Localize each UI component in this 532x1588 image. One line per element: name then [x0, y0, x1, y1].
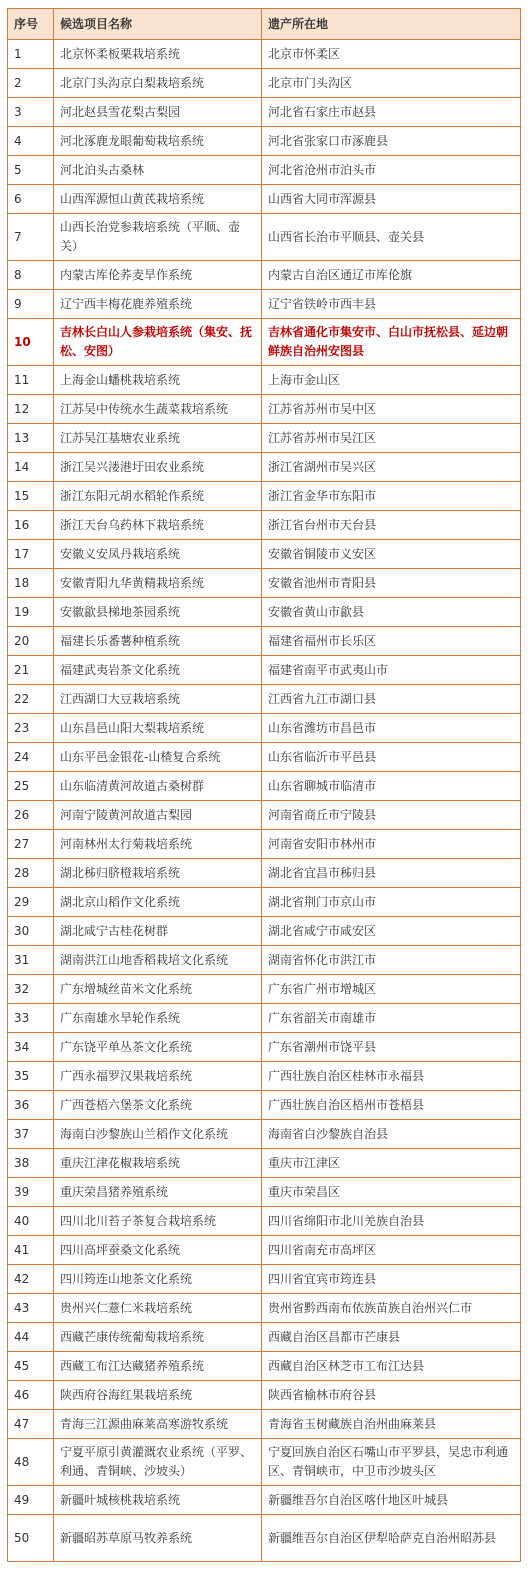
table-body [8, 40, 521, 1562]
cell-no: 21 [8, 656, 54, 685]
table-row [8, 185, 521, 214]
cell-name: 贵州兴仁薏仁米栽培系统 [54, 1294, 262, 1323]
table-row [8, 1265, 521, 1294]
cell-location: 四川省绵阳市北川羌族自治县 [262, 1207, 521, 1236]
cell-no: 12 [8, 395, 54, 424]
cell-location: 重庆市荣昌区 [262, 1178, 521, 1207]
cell-name: 四川筠连山地茶文化系统 [54, 1265, 262, 1294]
cell-name: 北京怀柔板栗栽培系统 [54, 40, 262, 69]
cell-name: 北京门头沟京白梨栽培系统 [54, 69, 262, 98]
cell-no: 20 [8, 627, 54, 656]
cell-name: 浙江东阳元胡水稻轮作系统 [54, 482, 262, 511]
column-header-name: 候选项目名称 [54, 9, 262, 40]
table-row [8, 1515, 521, 1562]
table-row [8, 156, 521, 185]
cell-location: 新疆维吾尔自治区喀什地区叶城县 [262, 1486, 521, 1515]
cell-name: 湖北秭归脐橙栽培系统 [54, 859, 262, 888]
cell-name: 浙江吴兴溇港圩田农业系统 [54, 453, 262, 482]
cell-no: 33 [8, 1004, 54, 1033]
cell-no: 39 [8, 1178, 54, 1207]
cell-location: 安徽省铜陵市义安区 [262, 540, 521, 569]
cell-name: 西藏芒康传统葡萄栽培系统 [54, 1323, 262, 1352]
cell-name: 湖南洪江山地香稻栽培文化系统 [54, 946, 262, 975]
cell-name: 安徽青阳九华黄精栽培系统 [54, 569, 262, 598]
cell-no: 49 [8, 1486, 54, 1515]
cell-name: 海南白沙黎族山兰稻作文化系统 [54, 1120, 262, 1149]
cell-location: 北京市门头沟区 [262, 69, 521, 98]
cell-no: 44 [8, 1323, 54, 1352]
cell-no: 30 [8, 917, 54, 946]
cell-location: 湖北省宜昌市秭归县 [262, 859, 521, 888]
cell-name: 广东增城丝苗米文化系统 [54, 975, 262, 1004]
table-row [8, 1091, 521, 1120]
table-row [8, 598, 521, 627]
cell-name: 四川高坪蚕桑文化系统 [54, 1236, 262, 1265]
cell-name: 安徽义安凤丹栽培系统 [54, 540, 262, 569]
table-row [8, 319, 521, 366]
cell-no: 3 [8, 98, 54, 127]
cell-name: 山东临清黄河故道古桑树群 [54, 772, 262, 801]
table-row [8, 69, 521, 98]
cell-name: 新疆叶城核桃栽培系统 [54, 1486, 262, 1515]
cell-no: 14 [8, 453, 54, 482]
cell-location: 广西壮族自治区梧州市苍梧县 [262, 1091, 521, 1120]
cell-location: 宁夏回族自治区石嘴山市平罗县，吴忠市利通区、青铜峡市，中卫市沙坡头区 [262, 1439, 521, 1486]
table-row [8, 743, 521, 772]
table-row [8, 1033, 521, 1062]
cell-name: 新疆昭苏草原马牧养系统 [54, 1515, 262, 1562]
cell-no: 41 [8, 1236, 54, 1265]
cell-location: 湖北省荆门市京山市 [262, 888, 521, 917]
cell-location: 新疆维吾尔自治区伊犁哈萨克自治州昭苏县 [262, 1515, 521, 1562]
cell-no: 27 [8, 830, 54, 859]
table-row [8, 1207, 521, 1236]
table-row [8, 127, 521, 156]
cell-location: 四川省南充市高坪区 [262, 1236, 521, 1265]
cell-no: 25 [8, 772, 54, 801]
table-row [8, 1004, 521, 1033]
cell-location: 山西省大同市浑源县 [262, 185, 521, 214]
table-row [8, 627, 521, 656]
cell-name: 西藏工布江达藏猪养殖系统 [54, 1352, 262, 1381]
cell-location: 福建省福州市长乐区 [262, 627, 521, 656]
cell-name: 山东平邑金银花-山楂复合系统 [54, 743, 262, 772]
cell-location: 广东省潮州市饶平县 [262, 1033, 521, 1062]
table-row [8, 946, 521, 975]
table-row [8, 261, 521, 290]
table-row [8, 1120, 521, 1149]
cell-location: 安徽省池州市青阳县 [262, 569, 521, 598]
cell-name: 河北赵县雪花梨古梨园 [54, 98, 262, 127]
cell-no: 8 [8, 261, 54, 290]
cell-location: 上海市金山区 [262, 366, 521, 395]
cell-location: 江苏省苏州市吴中区 [262, 395, 521, 424]
cell-location: 江苏省苏州市吴江区 [262, 424, 521, 453]
cell-name: 山东昌邑山阳大梨栽培系统 [54, 714, 262, 743]
cell-no: 48 [8, 1439, 54, 1486]
table-row [8, 40, 521, 69]
cell-no: 47 [8, 1410, 54, 1439]
cell-location: 浙江省湖州市吴兴区 [262, 453, 521, 482]
table-row [8, 1236, 521, 1265]
cell-location: 广东省广州市增城区 [262, 975, 521, 1004]
table-row [8, 540, 521, 569]
table-row [8, 714, 521, 743]
cell-name: 宁夏平原引黄灌溉农业系统（平罗、利通、青铜峡、沙坡头） [54, 1439, 262, 1486]
cell-name: 广西永福罗汉果栽培系统 [54, 1062, 262, 1091]
cell-no: 26 [8, 801, 54, 830]
table-row [8, 511, 521, 540]
cell-name: 重庆江津花椒栽培系统 [54, 1149, 262, 1178]
cell-name: 青海三江源曲麻莱高寒游牧系统 [54, 1410, 262, 1439]
table-row [8, 1381, 521, 1410]
cell-name: 河南林州太行菊栽培系统 [54, 830, 262, 859]
cell-location: 吉林省通化市集安市、白山市抚松县、延边朝鲜族自治州安图县 [262, 319, 521, 366]
table-row [8, 1486, 521, 1515]
cell-name: 江苏吴中传统水生蔬菜栽培系统 [54, 395, 262, 424]
table-row [8, 290, 521, 319]
table-row [8, 214, 521, 261]
cell-location: 湖南省怀化市洪江市 [262, 946, 521, 975]
cell-no: 18 [8, 569, 54, 598]
cell-location: 广西壮族自治区桂林市永福县 [262, 1062, 521, 1091]
cell-no: 50 [8, 1515, 54, 1562]
cell-name: 江苏吴江基塘农业系统 [54, 424, 262, 453]
cell-no: 38 [8, 1149, 54, 1178]
cell-name: 安徽歙县梯地茶园系统 [54, 598, 262, 627]
cell-no: 5 [8, 156, 54, 185]
cell-name: 山西长治党参栽培系统（平顺、壶关） [54, 214, 262, 261]
column-header-location: 遗产所在地 [262, 9, 521, 40]
table-row [8, 1294, 521, 1323]
cell-no: 9 [8, 290, 54, 319]
cell-no: 29 [8, 888, 54, 917]
table-row [8, 772, 521, 801]
cell-location: 江西省九江市湖口县 [262, 685, 521, 714]
cell-location: 山东省潍坊市昌邑市 [262, 714, 521, 743]
table-row [8, 1352, 521, 1381]
cell-no: 35 [8, 1062, 54, 1091]
cell-no: 37 [8, 1120, 54, 1149]
cell-no: 13 [8, 424, 54, 453]
cell-no: 10 [8, 319, 54, 366]
cell-location: 山东省临沂市平邑县 [262, 743, 521, 772]
cell-name: 福建长乐番薯种植系统 [54, 627, 262, 656]
table-row [8, 98, 521, 127]
cell-no: 4 [8, 127, 54, 156]
cell-location: 浙江省台州市天台县 [262, 511, 521, 540]
cell-location: 河北省沧州市泊头市 [262, 156, 521, 185]
table-row [8, 801, 521, 830]
cell-no: 2 [8, 69, 54, 98]
table-row [8, 1149, 521, 1178]
cell-no: 15 [8, 482, 54, 511]
cell-name: 福建武夷岩茶文化系统 [54, 656, 262, 685]
cell-location: 北京市怀柔区 [262, 40, 521, 69]
table-row [8, 1178, 521, 1207]
table-row [8, 1439, 521, 1486]
cell-location: 西藏自治区昌都市芒康县 [262, 1323, 521, 1352]
column-header-no: 序号 [8, 9, 54, 40]
cell-no: 1 [8, 40, 54, 69]
cell-no: 36 [8, 1091, 54, 1120]
table-row [8, 424, 521, 453]
table-row [8, 859, 521, 888]
cell-location: 广东省韶关市南雄市 [262, 1004, 521, 1033]
cell-location: 浙江省金华市东阳市 [262, 482, 521, 511]
table-row [8, 656, 521, 685]
cell-location: 辽宁省铁岭市西丰县 [262, 290, 521, 319]
cell-location: 重庆市江津区 [262, 1149, 521, 1178]
cell-name: 吉林长白山人参栽培系统（集安、抚松、安图） [54, 319, 262, 366]
table-row [8, 1062, 521, 1091]
cell-no: 42 [8, 1265, 54, 1294]
cell-location: 安徽省黄山市歙县 [262, 598, 521, 627]
cell-no: 24 [8, 743, 54, 772]
cell-name: 内蒙古库伦荞麦旱作系统 [54, 261, 262, 290]
cell-name: 湖北咸宁古桂花树群 [54, 917, 262, 946]
cell-name: 山西浑源恒山黄芪栽培系统 [54, 185, 262, 214]
cell-no: 7 [8, 214, 54, 261]
cell-location: 陕西省榆林市府谷县 [262, 1381, 521, 1410]
cell-name: 湖北京山稻作文化系统 [54, 888, 262, 917]
cell-name: 陕西府谷海红果栽培系统 [54, 1381, 262, 1410]
table-row [8, 917, 521, 946]
cell-name: 江西湖口大豆栽培系统 [54, 685, 262, 714]
table-row [8, 453, 521, 482]
cell-name: 河北泊头古桑林 [54, 156, 262, 185]
table-row [8, 888, 521, 917]
cell-location: 内蒙古自治区通辽市库伦旗 [262, 261, 521, 290]
cell-name: 广西苍梧六堡茶文化系统 [54, 1091, 262, 1120]
cell-location: 河北省张家口市涿鹿县 [262, 127, 521, 156]
heritage-candidate-table [7, 8, 521, 1562]
cell-no: 31 [8, 946, 54, 975]
cell-location: 河南省商丘市宁陵县 [262, 801, 521, 830]
table-row [8, 1323, 521, 1352]
cell-name: 上海金山蟠桃栽培系统 [54, 366, 262, 395]
cell-no: 6 [8, 185, 54, 214]
cell-no: 46 [8, 1381, 54, 1410]
table-row [8, 482, 521, 511]
cell-no: 17 [8, 540, 54, 569]
cell-no: 22 [8, 685, 54, 714]
cell-location: 西藏自治区林芝市工布江达县 [262, 1352, 521, 1381]
cell-no: 32 [8, 975, 54, 1004]
cell-no: 28 [8, 859, 54, 888]
cell-name: 河北涿鹿龙眼葡萄栽培系统 [54, 127, 262, 156]
cell-location: 福建省南平市武夷山市 [262, 656, 521, 685]
cell-location: 四川省宜宾市筠连县 [262, 1265, 521, 1294]
cell-name: 河南宁陵黄河故道古梨园 [54, 801, 262, 830]
table-row [8, 685, 521, 714]
table-row [8, 975, 521, 1004]
cell-no: 11 [8, 366, 54, 395]
cell-location: 河北省石家庄市赵县 [262, 98, 521, 127]
cell-no: 45 [8, 1352, 54, 1381]
table-row [8, 569, 521, 598]
cell-location: 山西省长治市平顺县、壶关县 [262, 214, 521, 261]
cell-no: 34 [8, 1033, 54, 1062]
cell-name: 广东饶平单丛茶文化系统 [54, 1033, 262, 1062]
cell-no: 40 [8, 1207, 54, 1236]
cell-name: 四川北川苔子茶复合栽培系统 [54, 1207, 262, 1236]
cell-name: 重庆荣昌猪养殖系统 [54, 1178, 262, 1207]
cell-location: 贵州省黔西南布依族苗族自治州兴仁市 [262, 1294, 521, 1323]
cell-no: 19 [8, 598, 54, 627]
cell-no: 43 [8, 1294, 54, 1323]
cell-name: 广东南雄水旱轮作系统 [54, 1004, 262, 1033]
table-row [8, 366, 521, 395]
cell-location: 湖北省咸宁市咸安区 [262, 917, 521, 946]
cell-no: 23 [8, 714, 54, 743]
cell-location: 海南省白沙黎族自治县 [262, 1120, 521, 1149]
cell-location: 青海省玉树藏族自治州曲麻莱县 [262, 1410, 521, 1439]
table-row [8, 830, 521, 859]
table-row [8, 395, 521, 424]
table-header-row [8, 9, 521, 40]
cell-no: 16 [8, 511, 54, 540]
cell-location: 山东省聊城市临清市 [262, 772, 521, 801]
cell-location: 河南省安阳市林州市 [262, 830, 521, 859]
cell-name: 浙江天台乌药林下栽培系统 [54, 511, 262, 540]
cell-name: 辽宁西丰梅花鹿养殖系统 [54, 290, 262, 319]
table-row [8, 1410, 521, 1439]
